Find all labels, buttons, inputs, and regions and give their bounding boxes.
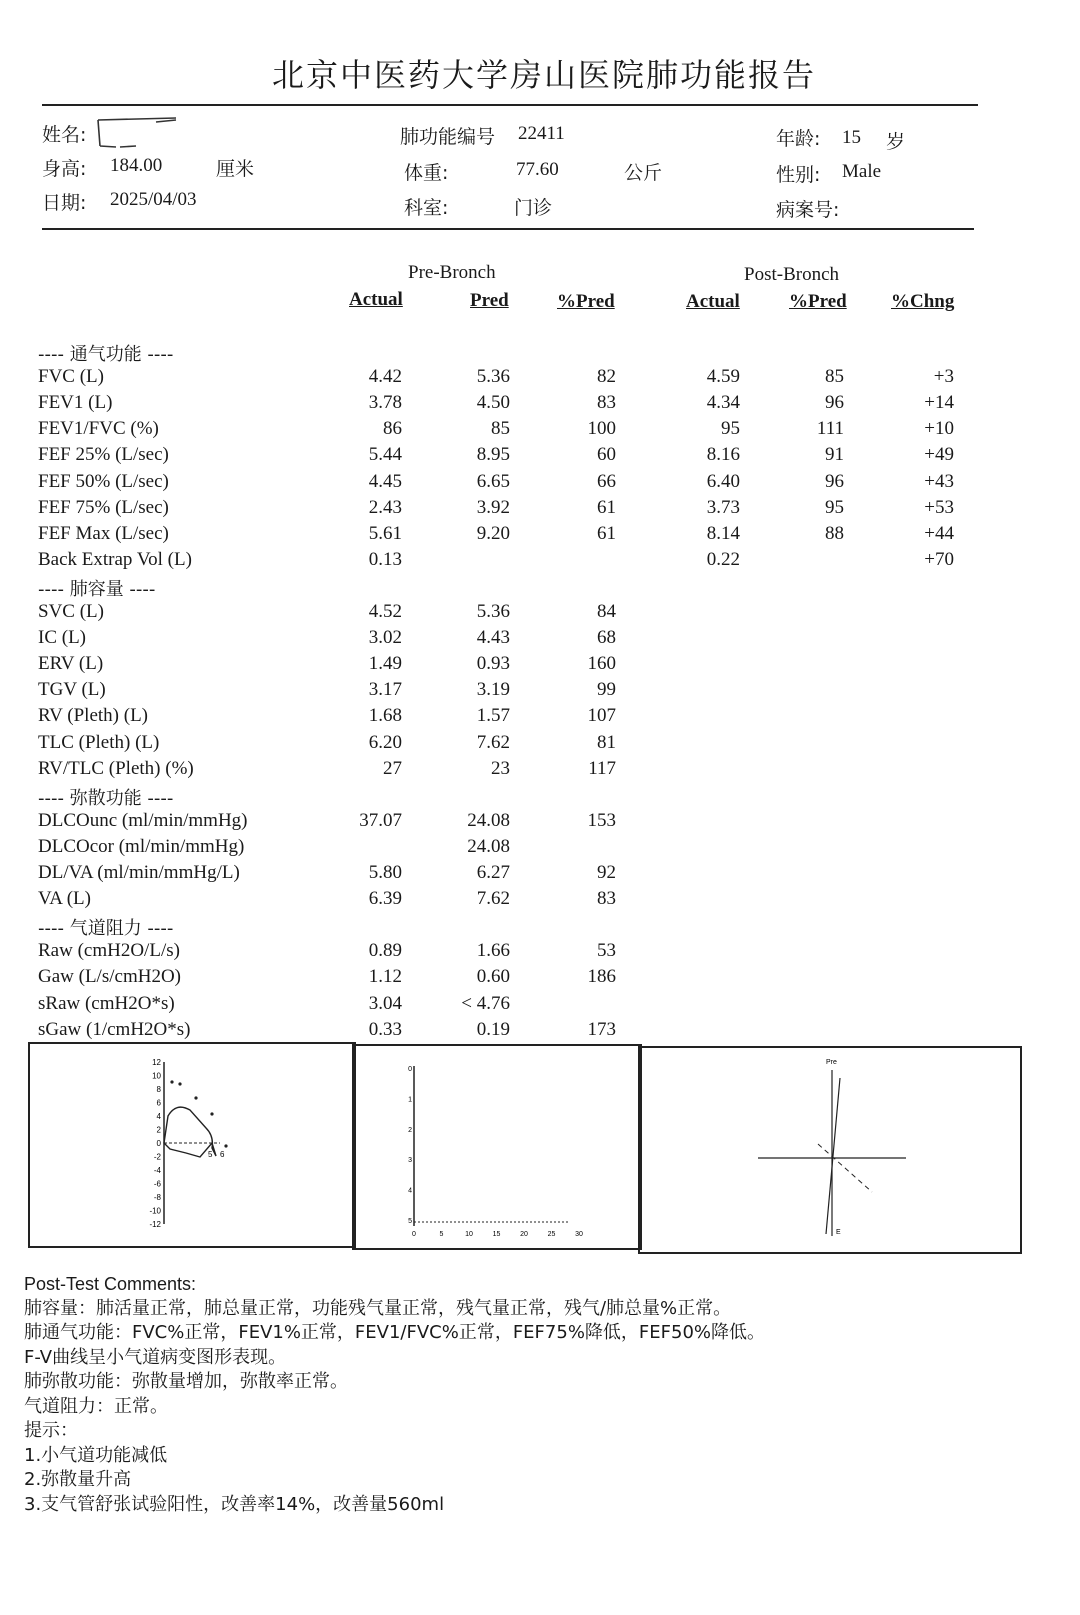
resistance-line: [826, 1078, 840, 1234]
pre-actual-cell: 37.07: [359, 810, 402, 831]
pre-actual-cell: 5.44: [368, 444, 402, 465]
comment-line: 1.小气道功能减低: [24, 1444, 168, 1466]
comment-line: 气道阻力：正常。: [24, 1395, 168, 1417]
specific-resistance-line: [818, 1144, 872, 1192]
pre-actual-cell: 6.20: [368, 732, 402, 753]
pre-actual-cell: 4.42: [368, 366, 402, 387]
comment-line: 肺容量：肺活量正常，肺总量正常，功能残气量正常，残气量正常，残气/肺总量%正常。: [24, 1297, 732, 1319]
row-label: sGaw (1/cmH2O*s): [38, 1019, 191, 1040]
table-row: [0, 940, 1080, 966]
weight-unit: 公斤: [624, 162, 663, 184]
row-label: RV/TLC (Pleth) (%): [38, 758, 194, 779]
row-label: FEF Max (L/sec): [38, 523, 169, 544]
pre-pctpred-cell: 100: [587, 418, 616, 439]
pre-pred-cell: 24.08: [467, 810, 510, 831]
row-label: FEF 75% (L/sec): [38, 497, 169, 518]
y-tick-label: -10: [149, 1206, 161, 1216]
post-actual-cell: 4.59: [706, 366, 740, 387]
table-row: [0, 836, 1080, 862]
pre-pred-cell: 6.27: [476, 862, 510, 883]
y-tick-label: -12: [149, 1220, 161, 1229]
date-label: 日期:: [42, 192, 87, 214]
pft-no-value: 22411: [518, 123, 565, 144]
row-label: sRaw (cmH2O*s): [38, 993, 175, 1014]
row-label: Raw (cmH2O/L/s): [38, 940, 180, 961]
section-header-row: [0, 784, 1080, 810]
pre-pctpred-cell: 53: [597, 940, 616, 961]
dept-label: 科室:: [404, 197, 449, 219]
col-post-actual: Actual: [686, 291, 740, 312]
pre-actual-cell: 6.39: [368, 888, 402, 909]
table-row: [0, 993, 1080, 1019]
pre-pred-cell: 4.50: [476, 392, 510, 413]
x-tick-label: 5: [208, 1150, 213, 1159]
weight-label: 体重:: [404, 162, 449, 184]
section-header-row: [0, 914, 1080, 940]
row-label: FEV1/FVC (%): [38, 418, 159, 439]
row-label: VA (L): [38, 888, 91, 909]
pre-actual-cell: 5.61: [368, 523, 402, 544]
post-pctpred-cell: 111: [816, 418, 844, 439]
pre-label: Pre: [826, 1059, 837, 1066]
pre-actual-cell: 0.13: [368, 549, 402, 570]
date-value: 2025/04/03: [110, 189, 197, 210]
table-row: [0, 366, 1080, 392]
y-tick-label: 3: [408, 1157, 412, 1165]
comment-line: 肺通气功能：FVC%正常，FEV1%正常，FEV1/FVC%正常，FEF75%降低，FEF50%降低。: [24, 1322, 766, 1343]
post-actual-cell: 95: [721, 418, 740, 439]
x-tick-label: 20: [520, 1231, 528, 1238]
post-actual-cell: 3.73: [706, 497, 740, 518]
pct-change-cell: +70: [924, 549, 954, 570]
pre-pctpred-cell: 61: [597, 497, 616, 518]
weight-value: 77.60: [516, 159, 559, 180]
pre-pctpred-cell: 60: [597, 444, 616, 465]
row-label: FEF 50% (L/sec): [38, 471, 169, 492]
pre-actual-cell: 0.89: [368, 940, 402, 961]
pre-actual-cell: 3.04: [368, 993, 402, 1014]
x-tick-label: 30: [575, 1231, 583, 1238]
table-row: [0, 601, 1080, 627]
col-post-pctpred: %Pred: [789, 291, 847, 312]
pre-pred-cell: 85: [491, 418, 510, 439]
row-label: Back Extrap Vol (L): [38, 549, 192, 570]
pre-pctpred-cell: 83: [597, 392, 616, 413]
y-tick-label: 5: [408, 1218, 412, 1225]
pre-pred-cell: 7.62: [476, 888, 510, 909]
pre-pred-cell: 3.19: [476, 679, 510, 700]
pre-actual-cell: 3.78: [368, 392, 402, 413]
row-label: IC (L): [38, 627, 87, 648]
post-actual-cell: 8.14: [706, 523, 740, 544]
comment-line: F-V曲线呈小气道病变图形表现。: [24, 1346, 287, 1368]
post-test-comments: [24, 1272, 1054, 1517]
x-tick-label: 6: [220, 1150, 225, 1159]
pct-change-cell: +3: [933, 366, 954, 387]
pre-pred-cell: 5.36: [476, 366, 510, 387]
pre-pred-cell: 4.43: [476, 627, 510, 648]
pre-pred-cell: 24.08: [467, 836, 510, 857]
pre-pctpred-cell: 160: [587, 653, 616, 674]
table-row: [0, 732, 1080, 758]
predicted-point: [170, 1080, 173, 1083]
y-tick-label: -6: [153, 1179, 161, 1189]
pre-actual-cell: 4.52: [368, 601, 402, 622]
sex-label: 性别:: [776, 164, 821, 186]
row-label: ---- 肺容量 ----: [38, 579, 156, 600]
pre-pred-cell: 1.66: [476, 940, 510, 961]
row-label: ---- 气道阻力 ----: [38, 918, 174, 939]
col-actual: Actual: [349, 289, 403, 310]
comment-line: 肺弥散功能：弥散量增加，弥散率正常。: [24, 1371, 348, 1392]
sex-value: Male: [842, 161, 882, 182]
height-label: 身高:: [42, 158, 87, 180]
post-pctpred-cell: 88: [825, 523, 844, 544]
pre-actual-cell: 0.33: [368, 1019, 402, 1040]
table-row: [0, 758, 1080, 784]
y-tick-label: 0: [156, 1139, 161, 1148]
pct-change-cell: +49: [924, 444, 954, 465]
pre-actual-cell: 2.43: [368, 497, 402, 518]
pre-pred-cell: 0.93: [476, 653, 510, 674]
y-tick-label: -4: [153, 1166, 161, 1175]
post-pctpred-cell: 96: [825, 471, 844, 492]
table-row: [0, 444, 1080, 470]
post-actual-cell: 4.34: [706, 392, 740, 413]
y-tick-label: 4: [156, 1112, 161, 1121]
row-label: ---- 通气功能 ----: [38, 344, 174, 365]
y-tick-label: 12: [152, 1058, 161, 1067]
height-unit: 厘米: [216, 158, 255, 180]
pre-actual-cell: 86: [383, 418, 402, 439]
pre-pred-cell: < 4.76: [461, 993, 510, 1014]
row-label: TLC (Pleth) (L): [38, 732, 160, 753]
flow-volume-graph: [28, 1042, 356, 1248]
row-label: ---- 弥散功能 ----: [38, 788, 174, 809]
pre-pctpred-cell: 153: [587, 810, 616, 831]
pre-pred-cell: 3.92: [476, 497, 510, 518]
row-label: TGV (L): [38, 679, 106, 700]
predicted-point: [194, 1096, 197, 1099]
table-row: [0, 679, 1080, 705]
info-rule: [42, 228, 974, 230]
table-row: [0, 523, 1080, 549]
row-label: SVC (L): [38, 601, 104, 622]
pft-no-label: 肺功能编号: [400, 126, 496, 148]
row-label: DL/VA (ml/min/mmHg/L): [38, 862, 240, 883]
y-tick-label: -8: [153, 1193, 161, 1202]
pre-pctpred-cell: 99: [597, 679, 616, 700]
table-row: [0, 549, 1080, 575]
table-row: [0, 888, 1080, 914]
row-label: RV (Pleth) (L): [38, 705, 149, 726]
section-header-row: [0, 575, 1080, 601]
age-value: 15: [842, 127, 861, 148]
x-tick-label: 10: [465, 1231, 473, 1238]
predicted-point: [224, 1144, 227, 1147]
post-actual-cell: 0.22: [706, 549, 740, 570]
pre-pred-cell: 0.19: [476, 1019, 510, 1040]
age-unit: 岁: [886, 131, 906, 153]
table-row: [0, 810, 1080, 836]
pre-actual-cell: 1.12: [368, 966, 402, 987]
pct-change-cell: +14: [924, 392, 954, 413]
pre-actual-cell: 1.68: [368, 705, 402, 726]
post-pctpred-cell: 85: [825, 366, 844, 387]
x-tick-label: 5: [439, 1231, 444, 1238]
name-redaction: [96, 116, 176, 146]
dept-value: 门诊: [514, 197, 553, 219]
y-tick-label: 8: [156, 1085, 161, 1094]
table-row: [0, 392, 1080, 418]
pre-pctpred-cell: 186: [587, 966, 616, 987]
pre-pctpred-cell: 61: [597, 523, 616, 544]
table-row: [0, 653, 1080, 679]
col-pred: Pred: [470, 290, 509, 311]
pre-pctpred-cell: 66: [597, 471, 616, 492]
pre-actual-cell: 3.17: [368, 679, 402, 700]
post-actual-cell: 8.16: [706, 444, 740, 465]
pre-pred-cell: 23: [491, 758, 510, 779]
case-label: 病案号:: [776, 199, 840, 221]
pre-pred-cell: 7.62: [476, 732, 510, 753]
pre-pred-cell: 6.65: [476, 471, 510, 492]
post-pctpred-cell: 95: [825, 497, 844, 518]
row-label: FVC (L): [38, 366, 104, 387]
col-chng: %Chng: [891, 291, 955, 312]
pre-pctpred-cell: 107: [587, 705, 616, 726]
row-label: DLCOcor (ml/min/mmHg): [38, 836, 245, 857]
col-pctpred: %Pred: [557, 291, 615, 312]
pre-pred-cell: 1.57: [476, 705, 510, 726]
pre-pctpred-cell: 84: [597, 601, 616, 622]
e-label: E: [836, 1229, 841, 1236]
table-row: [0, 471, 1080, 497]
comment-line: 2.弥散量升高: [24, 1469, 132, 1490]
resistance-loop-graph: [638, 1046, 1022, 1254]
pct-change-cell: +44: [924, 523, 954, 544]
table-row: [0, 627, 1080, 653]
pct-change-cell: +53: [924, 497, 954, 518]
age-label: 年龄:: [776, 128, 821, 150]
pre-pred-cell: 0.60: [476, 966, 510, 987]
y-tick-label: 2: [408, 1126, 412, 1134]
pct-change-cell: +43: [924, 471, 954, 492]
report-title: 北京中医药大学房山医院肺功能报告: [272, 56, 817, 94]
x-tick-label: 15: [492, 1231, 501, 1238]
table-row: [0, 705, 1080, 731]
table-row: [0, 862, 1080, 888]
name-label: 姓名:: [42, 124, 87, 146]
pre-pred-cell: 5.36: [476, 601, 510, 622]
pre-pctpred-cell: 81: [597, 732, 616, 753]
post-pctpred-cell: 91: [825, 444, 844, 465]
row-label: Gaw (L/s/cmH2O): [38, 966, 181, 987]
pre-pctpred-cell: 83: [597, 888, 616, 909]
section-header-row: [0, 340, 1080, 366]
comment-line: 提示：: [24, 1420, 78, 1441]
table-row: [0, 418, 1080, 444]
y-tick-label: -2: [153, 1152, 161, 1162]
row-label: DLCOunc (ml/min/mmHg): [38, 810, 248, 831]
y-tick-label: 10: [152, 1071, 161, 1081]
pre-bronch-header: Pre-Bronch: [408, 262, 496, 283]
x-tick-label: 25: [547, 1231, 556, 1238]
pre-actual-cell: 27: [383, 758, 402, 779]
pre-pctpred-cell: 117: [588, 758, 616, 779]
pre-pctpred-cell: 82: [597, 366, 616, 387]
pre-actual-cell: 1.49: [368, 653, 402, 674]
pre-pred-cell: 9.20: [476, 523, 510, 544]
table-row: [0, 497, 1080, 523]
row-label: ERV (L): [38, 653, 104, 674]
comment-line: 3.支气管舒张试验阳性，改善率14%，改善量560ml: [24, 1493, 445, 1515]
pre-pred-cell: 8.95: [476, 444, 510, 465]
post-bronch-header: Post-Bronch: [744, 264, 839, 285]
comments-heading: Post-Test Comments:: [24, 1274, 197, 1294]
pre-pctpred-cell: 92: [597, 862, 616, 883]
pre-actual-cell: 3.02: [368, 627, 402, 648]
y-tick-label: 0: [408, 1066, 412, 1073]
table-row: [0, 966, 1080, 992]
volume-time-graph: [352, 1044, 642, 1250]
height-value: 184.00: [110, 155, 163, 176]
predicted-point: [210, 1112, 213, 1115]
predicted-point: [178, 1082, 181, 1085]
title-rule: [42, 104, 978, 106]
pre-actual-cell: 4.45: [368, 471, 402, 492]
pre-actual-cell: 5.80: [368, 862, 402, 883]
row-label: FEV1 (L): [38, 392, 113, 413]
pre-pctpred-cell: 173: [587, 1019, 616, 1040]
x-tick-label: 0: [412, 1231, 416, 1238]
post-pctpred-cell: 96: [825, 392, 844, 413]
pre-pctpred-cell: 68: [597, 627, 616, 648]
y-tick-label: 1: [408, 1096, 412, 1104]
pct-change-cell: +10: [924, 418, 954, 439]
post-actual-cell: 6.40: [706, 471, 740, 492]
row-label: FEF 25% (L/sec): [38, 444, 169, 465]
y-tick-label: 4: [408, 1187, 412, 1195]
y-tick-label: 2: [156, 1125, 161, 1135]
y-tick-label: 6: [156, 1098, 161, 1108]
